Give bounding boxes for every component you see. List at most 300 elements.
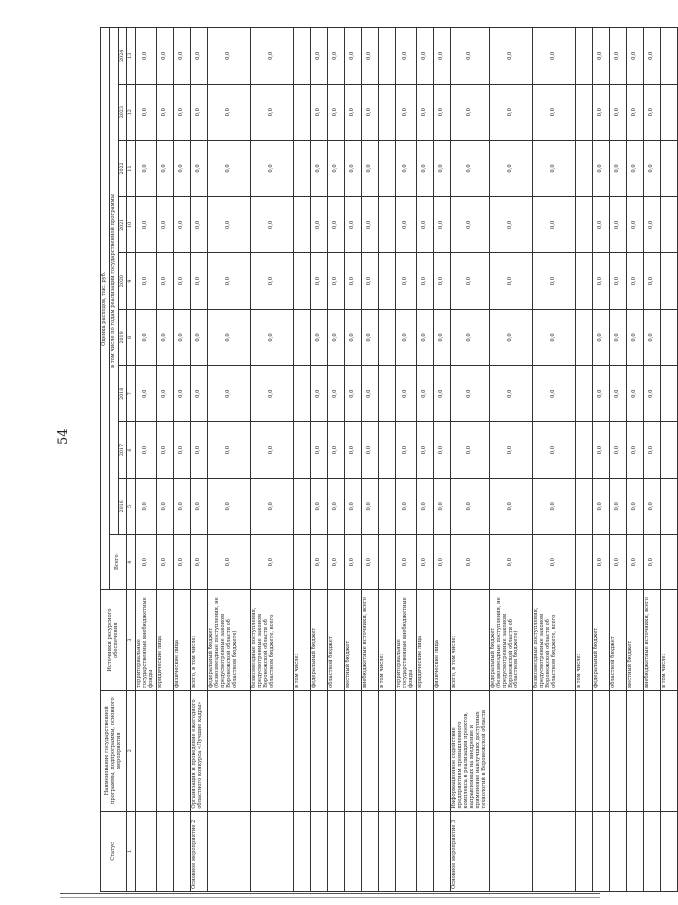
- status-cell: [378, 811, 395, 891]
- value-cell: 0,0: [135, 535, 156, 590]
- value-cell: 0,0: [190, 253, 207, 309]
- value-cell: 0,0: [156, 366, 173, 422]
- value-cell: 0,0: [310, 309, 327, 365]
- value-cell: [575, 535, 592, 590]
- status-cell: [395, 811, 416, 891]
- value-cell: 0,0: [450, 535, 489, 590]
- source-cell: всего, в том числе:: [190, 590, 207, 691]
- value-cell: 0,0: [327, 366, 344, 422]
- status-cell: [575, 811, 592, 891]
- value-cell: 0,0: [190, 422, 207, 478]
- program-name-cell: [416, 690, 433, 811]
- value-cell: [575, 140, 592, 196]
- header-column-number: 8: [127, 309, 136, 365]
- value-cell: 0,0: [361, 366, 378, 422]
- value-cell: [660, 366, 677, 422]
- value-cell: 0,0: [310, 422, 327, 478]
- header-stages: в том числе по годам реализации государственной программы: [109, 28, 118, 535]
- value-cell: 0,0: [173, 28, 190, 85]
- table-row: [173, 28, 190, 892]
- value-cell: [575, 28, 592, 85]
- value-cell: 0,0: [433, 422, 450, 478]
- value-cell: 0,0: [643, 422, 660, 478]
- value-cell: 0,0: [489, 422, 532, 478]
- value-cell: 0,0: [156, 84, 173, 140]
- value-cell: 0,0: [361, 197, 378, 253]
- status-cell: [344, 811, 361, 891]
- value-cell: 0,0: [592, 366, 609, 422]
- value-cell: 0,0: [250, 140, 293, 196]
- value-cell: [293, 197, 310, 253]
- value-cell: 0,0: [327, 84, 344, 140]
- value-cell: 0,0: [592, 197, 609, 253]
- value-cell: 0,0: [626, 84, 643, 140]
- value-cell: 0,0: [450, 478, 489, 534]
- value-cell: 0,0: [156, 140, 173, 196]
- table-row: [344, 28, 361, 892]
- value-cell: 0,0: [416, 197, 433, 253]
- source-cell: всего, в том числе:: [450, 590, 489, 691]
- value-cell: [575, 422, 592, 478]
- status-cell: [416, 811, 433, 891]
- value-cell: 0,0: [592, 422, 609, 478]
- value-cell: 0,0: [532, 366, 575, 422]
- value-cell: 0,0: [626, 422, 643, 478]
- table-row: [156, 28, 173, 892]
- header-column-number: 5: [127, 478, 136, 534]
- value-cell: 0,0: [609, 28, 626, 85]
- status-cell: [643, 811, 660, 891]
- status-cell: [592, 811, 609, 891]
- value-cell: 0,0: [310, 535, 327, 590]
- value-cell: 0,0: [344, 253, 361, 309]
- value-cell: 0,0: [416, 422, 433, 478]
- table-row: [395, 28, 416, 892]
- value-cell: 0,0: [416, 366, 433, 422]
- value-cell: 0,0: [626, 478, 643, 534]
- value-cell: 0,0: [207, 28, 250, 85]
- value-cell: [660, 309, 677, 365]
- value-cell: 0,0: [310, 253, 327, 309]
- value-cell: 0,0: [310, 197, 327, 253]
- value-cell: [378, 422, 395, 478]
- program-name-cell: [395, 690, 416, 811]
- header-year: 2017: [118, 422, 127, 478]
- value-cell: 0,0: [156, 253, 173, 309]
- header-column-number: 10: [127, 197, 136, 253]
- header-column-number: 9: [127, 253, 136, 309]
- bottom-rule: [60, 893, 600, 894]
- value-cell: 0,0: [395, 422, 416, 478]
- program-name-cell: [361, 690, 378, 811]
- value-cell: 0,0: [327, 253, 344, 309]
- value-cell: [575, 366, 592, 422]
- value-cell: 0,0: [433, 366, 450, 422]
- value-cell: 0,0: [361, 28, 378, 85]
- program-name-cell: [156, 690, 173, 811]
- table-row: [293, 28, 310, 892]
- value-cell: 0,0: [395, 535, 416, 590]
- status-cell: [660, 811, 677, 891]
- value-cell: 0,0: [592, 84, 609, 140]
- value-cell: 0,0: [173, 140, 190, 196]
- table-row: [327, 28, 344, 892]
- value-cell: 0,0: [643, 478, 660, 534]
- value-cell: 0,0: [156, 309, 173, 365]
- status-cell: [156, 811, 173, 891]
- program-name-cell: [135, 690, 156, 811]
- value-cell: 0,0: [592, 140, 609, 196]
- source-cell: в том числе:: [378, 590, 395, 691]
- header-total: Всего: [109, 535, 126, 590]
- source-cell: в том числе:: [575, 590, 592, 691]
- value-cell: 0,0: [344, 422, 361, 478]
- value-cell: 0,0: [609, 84, 626, 140]
- value-cell: 0,0: [416, 535, 433, 590]
- value-cell: 0,0: [532, 84, 575, 140]
- page-number: 54: [56, 428, 71, 445]
- source-cell: областной бюджет: [609, 590, 626, 691]
- program-name-cell: [532, 690, 575, 811]
- value-cell: 0,0: [532, 253, 575, 309]
- value-cell: 0,0: [173, 309, 190, 365]
- source-cell: юридические лица: [156, 590, 173, 691]
- value-cell: 0,0: [592, 28, 609, 85]
- table-row: [310, 28, 327, 892]
- value-cell: 0,0: [532, 197, 575, 253]
- value-cell: 0,0: [643, 28, 660, 85]
- program-name-cell: [250, 690, 293, 811]
- status-cell: [250, 811, 293, 891]
- value-cell: 0,0: [135, 309, 156, 365]
- program-name-cell: [378, 690, 395, 811]
- value-cell: [293, 140, 310, 196]
- header-column-number: 6: [127, 422, 136, 478]
- header-status: Статус: [101, 811, 127, 891]
- value-cell: 0,0: [135, 366, 156, 422]
- value-cell: 0,0: [250, 253, 293, 309]
- value-cell: 0,0: [489, 535, 532, 590]
- value-cell: 0,0: [207, 84, 250, 140]
- value-cell: 0,0: [450, 28, 489, 85]
- value-cell: [378, 28, 395, 85]
- table-row: [190, 28, 207, 892]
- source-cell: федеральный бюджет: [310, 590, 327, 691]
- value-cell: 0,0: [190, 366, 207, 422]
- value-cell: 0,0: [156, 197, 173, 253]
- value-cell: [378, 253, 395, 309]
- value-cell: 0,0: [207, 253, 250, 309]
- value-cell: 0,0: [135, 253, 156, 309]
- value-cell: 0,0: [135, 478, 156, 534]
- value-cell: [575, 197, 592, 253]
- value-cell: 0,0: [395, 366, 416, 422]
- value-cell: 0,0: [361, 140, 378, 196]
- value-cell: [660, 197, 677, 253]
- value-cell: 0,0: [489, 478, 532, 534]
- value-cell: 0,0: [310, 84, 327, 140]
- value-cell: 0,0: [156, 478, 173, 534]
- value-cell: 0,0: [310, 366, 327, 422]
- value-cell: 0,0: [135, 140, 156, 196]
- value-cell: 0,0: [135, 197, 156, 253]
- program-name-cell: [609, 690, 626, 811]
- value-cell: 0,0: [190, 535, 207, 590]
- value-cell: [660, 478, 677, 534]
- value-cell: 0,0: [626, 253, 643, 309]
- table-row: [207, 28, 250, 892]
- value-cell: 0,0: [416, 84, 433, 140]
- table-row: [416, 28, 433, 892]
- value-cell: 0,0: [344, 309, 361, 365]
- value-cell: [293, 478, 310, 534]
- value-cell: [575, 478, 592, 534]
- source-cell: федеральный бюджет: [592, 590, 609, 691]
- value-cell: [293, 366, 310, 422]
- status-cell: [489, 811, 532, 891]
- value-cell: 0,0: [433, 478, 450, 534]
- value-cell: 0,0: [592, 253, 609, 309]
- value-cell: 0,0: [327, 535, 344, 590]
- value-cell: 0,0: [156, 422, 173, 478]
- value-cell: 0,0: [207, 309, 250, 365]
- value-cell: 0,0: [609, 422, 626, 478]
- value-cell: 0,0: [395, 309, 416, 365]
- value-cell: 0,0: [250, 197, 293, 253]
- value-cell: 0,0: [433, 197, 450, 253]
- header-column-number: 1: [127, 811, 136, 891]
- value-cell: 0,0: [643, 84, 660, 140]
- value-cell: 0,0: [344, 197, 361, 253]
- value-cell: 0,0: [416, 309, 433, 365]
- value-cell: 0,0: [344, 478, 361, 534]
- value-cell: 0,0: [395, 140, 416, 196]
- value-cell: 0,0: [250, 28, 293, 85]
- value-cell: 0,0: [361, 535, 378, 590]
- value-cell: 0,0: [190, 309, 207, 365]
- table-row: [575, 28, 592, 892]
- value-cell: 0,0: [643, 253, 660, 309]
- value-cell: 0,0: [207, 140, 250, 196]
- value-cell: 0,0: [173, 535, 190, 590]
- value-cell: [660, 84, 677, 140]
- program-name-cell: [643, 690, 660, 811]
- table-row: [592, 28, 609, 892]
- source-cell: безвозмездные поступления, предусмотренные законом Воронежской области об областном бюджете, всего: [250, 590, 293, 691]
- header-year: 2016: [118, 478, 127, 534]
- table-row: [250, 28, 293, 892]
- value-cell: 0,0: [173, 197, 190, 253]
- value-cell: 0,0: [433, 535, 450, 590]
- value-cell: [660, 422, 677, 478]
- source-cell: федеральный бюджет (безвозмездные поступления, не предусмотренные законом Воронежской области об областном бюджете): [489, 590, 532, 691]
- value-cell: [293, 84, 310, 140]
- value-cell: 0,0: [643, 366, 660, 422]
- value-cell: [293, 535, 310, 590]
- bottom-rule-secondary: [60, 897, 600, 898]
- value-cell: 0,0: [643, 140, 660, 196]
- value-cell: 0,0: [135, 28, 156, 85]
- header-column-number: 7: [127, 366, 136, 422]
- value-cell: 0,0: [626, 535, 643, 590]
- table-row: [378, 28, 395, 892]
- header-year: 2022: [118, 140, 127, 196]
- value-cell: 0,0: [532, 422, 575, 478]
- value-cell: [575, 309, 592, 365]
- source-cell: физические лица: [173, 590, 190, 691]
- table-row: [450, 28, 489, 892]
- value-cell: 0,0: [395, 253, 416, 309]
- value-cell: 0,0: [592, 478, 609, 534]
- program-name-cell: [592, 690, 609, 811]
- source-cell: местный бюджет: [344, 590, 361, 691]
- value-cell: 0,0: [532, 478, 575, 534]
- program-name-cell: [293, 690, 310, 811]
- value-cell: 0,0: [173, 253, 190, 309]
- value-cell: 0,0: [327, 309, 344, 365]
- value-cell: 0,0: [489, 253, 532, 309]
- value-cell: 0,0: [489, 84, 532, 140]
- table-row: [433, 28, 450, 892]
- value-cell: 0,0: [433, 84, 450, 140]
- status-cell: [327, 811, 344, 891]
- value-cell: 0,0: [361, 309, 378, 365]
- program-name-cell: [207, 690, 250, 811]
- header-year: 2023: [118, 84, 127, 140]
- value-cell: 0,0: [361, 253, 378, 309]
- value-cell: 0,0: [327, 478, 344, 534]
- header-year: 2019: [118, 309, 127, 365]
- value-cell: 0,0: [450, 197, 489, 253]
- table-row: [361, 28, 378, 892]
- program-name-cell: [489, 690, 532, 811]
- table-row: [489, 28, 532, 892]
- value-cell: 0,0: [626, 197, 643, 253]
- value-cell: 0,0: [643, 197, 660, 253]
- value-cell: 0,0: [250, 478, 293, 534]
- program-name-cell: [575, 690, 592, 811]
- status-cell: [609, 811, 626, 891]
- value-cell: 0,0: [173, 84, 190, 140]
- value-cell: 0,0: [173, 422, 190, 478]
- header-column-number: 2: [127, 690, 136, 811]
- value-cell: 0,0: [609, 535, 626, 590]
- header-year: 2020: [118, 253, 127, 309]
- value-cell: 0,0: [609, 140, 626, 196]
- value-cell: 0,0: [643, 309, 660, 365]
- value-cell: 0,0: [395, 197, 416, 253]
- value-cell: 0,0: [135, 84, 156, 140]
- status-cell: [207, 811, 250, 891]
- value-cell: 0,0: [489, 28, 532, 85]
- status-cell: Основное мероприятие 3: [450, 811, 489, 891]
- status-cell: [532, 811, 575, 891]
- value-cell: 0,0: [156, 28, 173, 85]
- value-cell: [378, 366, 395, 422]
- value-cell: 0,0: [609, 309, 626, 365]
- table-row: [660, 28, 677, 892]
- value-cell: [293, 28, 310, 85]
- value-cell: [660, 535, 677, 590]
- value-cell: [378, 140, 395, 196]
- value-cell: 0,0: [310, 28, 327, 85]
- value-cell: 0,0: [592, 309, 609, 365]
- value-cell: 0,0: [173, 366, 190, 422]
- program-name-cell: [173, 690, 190, 811]
- value-cell: 0,0: [626, 28, 643, 85]
- value-cell: 0,0: [327, 28, 344, 85]
- header-year: 2024: [118, 28, 127, 85]
- value-cell: 0,0: [250, 84, 293, 140]
- status-cell: [173, 811, 190, 891]
- value-cell: 0,0: [626, 140, 643, 196]
- value-cell: 0,0: [489, 197, 532, 253]
- header-year: 2018: [118, 366, 127, 422]
- value-cell: [575, 253, 592, 309]
- value-cell: 0,0: [433, 309, 450, 365]
- value-cell: 0,0: [250, 422, 293, 478]
- value-cell: 0,0: [450, 84, 489, 140]
- table-row: [626, 28, 643, 892]
- value-cell: 0,0: [190, 84, 207, 140]
- header-column-number: 11: [127, 140, 136, 196]
- value-cell: 0,0: [190, 28, 207, 85]
- value-cell: [575, 84, 592, 140]
- value-cell: 0,0: [250, 366, 293, 422]
- value-cell: 0,0: [310, 140, 327, 196]
- header-source: Источники ресурсного обеспечения: [101, 590, 127, 691]
- status-cell: [361, 811, 378, 891]
- value-cell: 0,0: [489, 366, 532, 422]
- value-cell: 0,0: [532, 28, 575, 85]
- value-cell: 0,0: [433, 140, 450, 196]
- value-cell: 0,0: [190, 478, 207, 534]
- header-estimate: Оценка расходов, тыс. руб.: [101, 28, 110, 590]
- value-cell: 0,0: [450, 140, 489, 196]
- value-cell: 0,0: [450, 309, 489, 365]
- program-name-cell: [660, 690, 677, 811]
- status-cell: [293, 811, 310, 891]
- value-cell: 0,0: [609, 478, 626, 534]
- value-cell: [293, 309, 310, 365]
- value-cell: 0,0: [532, 535, 575, 590]
- value-cell: 0,0: [361, 478, 378, 534]
- value-cell: 0,0: [489, 309, 532, 365]
- header-column-number: 4: [127, 535, 136, 590]
- source-cell: безвозмездные поступления, предусмотренные законом Воронежской области об областном бюджете, всего: [532, 590, 575, 691]
- budget-table: [100, 27, 678, 892]
- value-cell: 0,0: [626, 309, 643, 365]
- value-cell: 0,0: [416, 28, 433, 85]
- value-cell: 0,0: [327, 140, 344, 196]
- value-cell: 0,0: [609, 253, 626, 309]
- value-cell: [378, 197, 395, 253]
- source-cell: областной бюджет: [327, 590, 344, 691]
- value-cell: 0,0: [489, 140, 532, 196]
- table-row: [643, 28, 660, 892]
- table-row: [135, 28, 156, 892]
- value-cell: 0,0: [532, 140, 575, 196]
- value-cell: [378, 309, 395, 365]
- source-cell: юридические лица: [416, 590, 433, 691]
- source-cell: в том числе:: [293, 590, 310, 691]
- value-cell: 0,0: [156, 535, 173, 590]
- source-cell: территориальные государственные внебюджетные фонды: [135, 590, 156, 691]
- value-cell: [378, 535, 395, 590]
- source-cell: в том числе:: [660, 590, 677, 691]
- value-cell: 0,0: [310, 478, 327, 534]
- value-cell: [378, 84, 395, 140]
